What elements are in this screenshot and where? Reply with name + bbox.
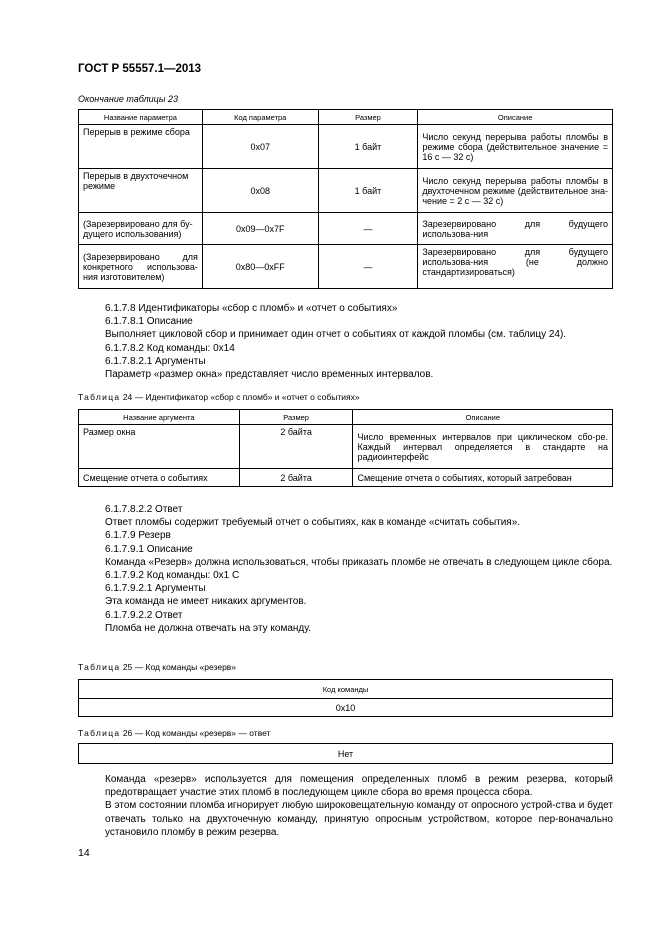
table23-header-row bbox=[79, 110, 613, 125]
caption-text: 26 — Код команды «резерв» — ответ bbox=[122, 728, 271, 738]
table-row bbox=[79, 125, 613, 169]
paragraph: Параметр «размер окна» представляет число временных интервалов. bbox=[105, 369, 434, 381]
table-cell: Число секунд перерыва работы пломбы в двухточечном режиме (действительное зна-чение = 2 с — 32 с) bbox=[418, 169, 613, 213]
table-cell: (Зарезервировано для конкретного использова-ния изготовителем) bbox=[79, 245, 203, 289]
table-row bbox=[79, 469, 613, 487]
table-cell: 0x08 bbox=[202, 169, 318, 213]
paragraph: 6.1.7.8.2.2 Ответ bbox=[105, 504, 183, 515]
section-6-1-7-9 bbox=[78, 503, 613, 635]
caption-text: 24 — Идентификатор «сбор с пломб» и «отчет о событиях» bbox=[122, 392, 360, 402]
paragraph: Команда «Резерв» должна использоваться, чтобы приказать пломбе не отвечать в следующем цикле сбора. bbox=[105, 556, 613, 568]
paragraph: Пломба не должна отвечать на эту команду. bbox=[105, 622, 312, 634]
paragraph: 6.1.7.9.2.1 Аргументы bbox=[105, 583, 206, 595]
table-cell: 2 байта bbox=[239, 425, 353, 469]
table-cell: (Зарезервировано для бу-дущего использования) bbox=[79, 213, 203, 245]
table-cell: 2 байта bbox=[239, 469, 353, 487]
closing-paragraphs bbox=[78, 773, 613, 839]
table-cell: 0x10 bbox=[79, 699, 613, 717]
caption-label: Таблица bbox=[78, 392, 121, 402]
table23-header-cell: Размер bbox=[318, 110, 418, 125]
table24-header-cell: Размер bbox=[239, 410, 353, 425]
table23-header-cell: Код параметра bbox=[202, 110, 318, 125]
table-cell: — bbox=[318, 245, 418, 289]
paragraph: 6.1.7.9 Резерв bbox=[105, 530, 171, 542]
paragraph: 6.1.7.8.1 Описание bbox=[105, 316, 193, 328]
table-cell: 0x07 bbox=[202, 125, 318, 169]
table-cell: Нет bbox=[79, 744, 613, 764]
table-25 bbox=[78, 679, 613, 717]
paragraph: 6.1.7.9.2.2 Ответ bbox=[105, 609, 183, 621]
paragraph: 6.1.7.8.2 Код команды: 0x14 bbox=[105, 342, 235, 354]
table-cell: Число секунд перерыва работы пломбы в режиме сбора (действительное значение = 16 с — 32 с) bbox=[418, 125, 613, 169]
table23-header-cell: Название параметра bbox=[79, 110, 203, 125]
paragraph: Команда «резерв» используется для помещения определенных пломб в режим резерва, который предотвращает участие этих пломб в последующем цикле сбора во время процесса сбора. bbox=[105, 774, 613, 799]
table24-header-row bbox=[79, 410, 613, 425]
table23-caption: Окончание таблицы 23 bbox=[78, 94, 178, 104]
table-row bbox=[79, 744, 613, 764]
paragraph: Ответ пломбы содержит требуемый отчет о событиях, как в команде «считать события». bbox=[105, 517, 521, 529]
document-header: ГОСТ Р 55557.1—2013 bbox=[78, 63, 202, 75]
table-cell: 1 байт bbox=[318, 125, 418, 169]
paragraph: Эта команда не имеет никаких аргументов. bbox=[105, 596, 307, 608]
table24-caption bbox=[78, 392, 360, 402]
table-cell: Зарезервировано для будущего использова-ния bbox=[418, 213, 613, 245]
table-cell: Размер окна bbox=[79, 425, 240, 469]
paragraph: 6.1.7.8.2.1 Аргументы bbox=[105, 355, 206, 367]
table-row bbox=[79, 425, 613, 469]
caption-label: Таблица bbox=[78, 662, 121, 672]
table-cell: 1 байт bbox=[318, 169, 418, 213]
section-6-1-7-8 bbox=[78, 302, 613, 381]
caption-text: 25 — Код команды «резерв» bbox=[122, 662, 237, 672]
table-row bbox=[79, 169, 613, 213]
table25-header-cell: Код команды bbox=[79, 680, 613, 699]
table26-caption bbox=[78, 728, 270, 738]
paragraph: 6.1.7.9.1 Описание bbox=[105, 543, 193, 555]
table-row bbox=[79, 213, 613, 245]
paragraph: Выполняет цикловой сбор и принимает один отчет о событиях от каждой пломбы (см. таблицу 24). bbox=[105, 329, 567, 341]
table24-header-cell: Название аргумента bbox=[79, 410, 240, 425]
caption-label: Таблица bbox=[78, 728, 121, 738]
table24-header-cell: Описание bbox=[353, 410, 613, 425]
table23-header-cell: Описание bbox=[418, 110, 613, 125]
table-row bbox=[79, 245, 613, 289]
table-23 bbox=[78, 109, 613, 289]
paragraph: В этом состоянии пломба игнорирует любую широковещательную команду от опросного устрой-ства и будет отвечать только на двухточечную команду, принятую опросным устройством, которое пер-воначально установило пломбу в режим резерва. bbox=[105, 800, 613, 838]
page-number: 14 bbox=[78, 847, 90, 859]
paragraph: 6.1.7.8 Идентификаторы «сбор с пломб» и «отчет о событиях» bbox=[105, 303, 398, 314]
table-cell: Число временных интервалов при циклическом сбо-ре. Каждый интервал определяется в стандарте на радиоинтерфейс bbox=[353, 425, 613, 469]
table-cell: Перерыв в двухточечном режиме bbox=[79, 169, 203, 213]
table-cell: 0x80—0xFF bbox=[202, 245, 318, 289]
paragraph: 6.1.7.9.2 Код команды: 0x1 C bbox=[105, 570, 240, 582]
table-row bbox=[79, 699, 613, 717]
table25-caption bbox=[78, 662, 236, 672]
table-cell: Смещение отчета о событиях bbox=[79, 469, 240, 487]
table-cell: Зарезервировано для будущего использова-ния (не должно стандартизироваться) bbox=[418, 245, 613, 289]
table-cell: 0x09—0x7F bbox=[202, 213, 318, 245]
table-cell: Перерыв в режиме сбора bbox=[79, 125, 203, 169]
table-24 bbox=[78, 409, 613, 487]
table-26 bbox=[78, 743, 613, 764]
table-cell: Смещение отчета о событиях, который затребован bbox=[353, 469, 613, 487]
table25-header-row bbox=[79, 680, 613, 699]
table-cell: — bbox=[318, 213, 418, 245]
